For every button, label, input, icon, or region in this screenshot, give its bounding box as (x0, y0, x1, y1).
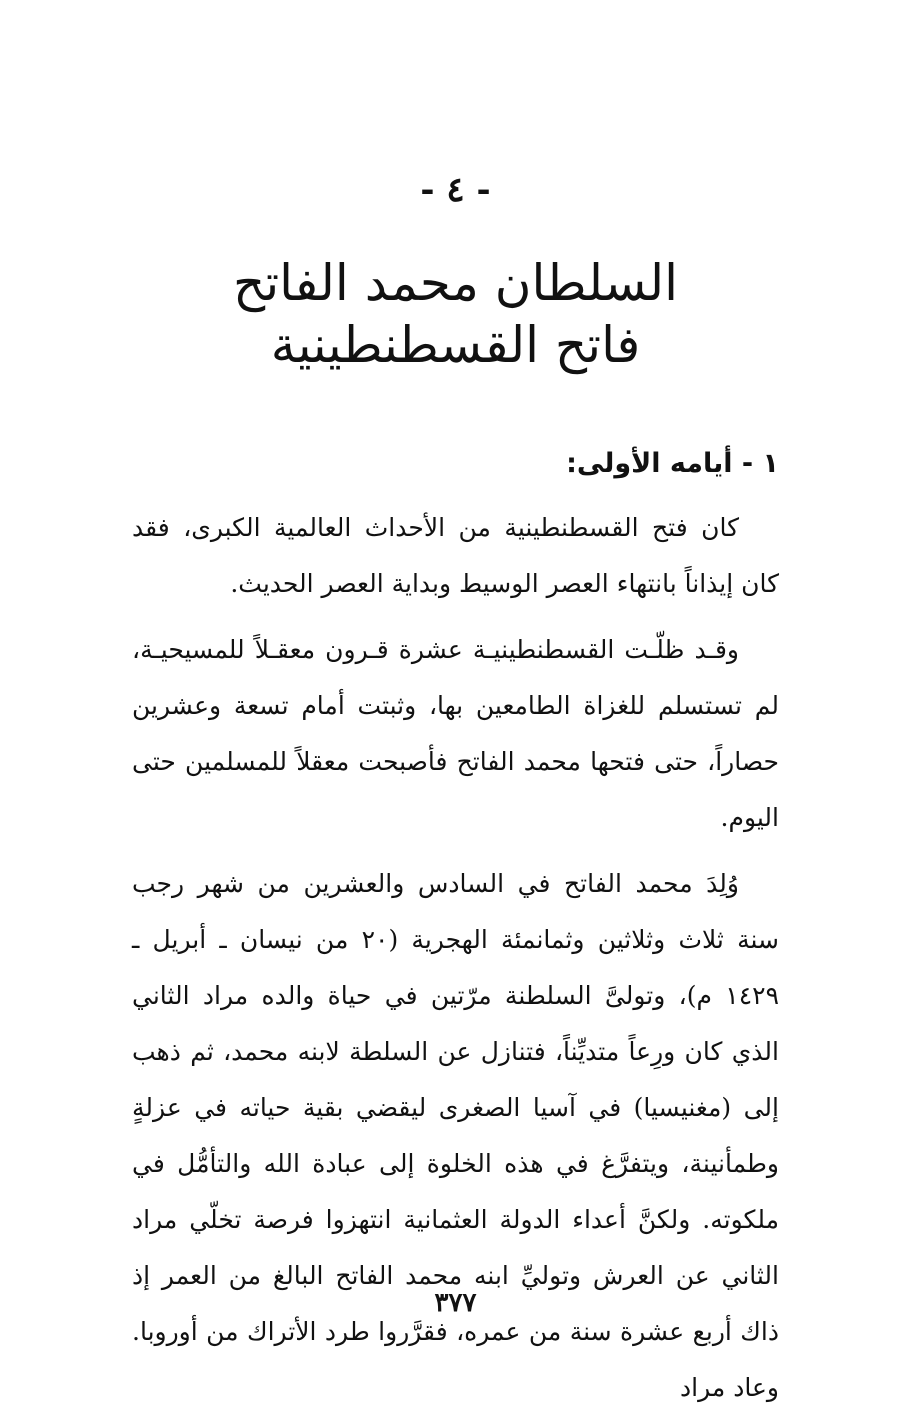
paragraph-3: وُلِدَ محمد الفاتح في السادس والعشرين من شهر رجب سنة ثلاث وثلاثين وثمانمئة الهجرية (٢٠ من نيسان ـ أبريل ـ ١٤٢٩ م)، وتولىَّ السلطنة مرّتين في حياة والده مراد الثاني الذي كان ورِعاً متديِّناً، فتنازل عن السلطة لابنه محمد، ثم ذهب إلى (مغنيسيا) في آسيا الصغرى ليقضي بقية حياته في عزلةٍ وطمأنينة، ويتفرَّغ في هذه الخلوة إلى عبادة الله والتأمُّل في ملكوته. ولكنَّ أعداء الدولة العثمانية انتهزوا فرصة تخلّي مراد الثاني عن العرش وتوليِّ ابنه محمد الفاتح البالغ من العمر إذ ذاك أربع عشرة سنة من عمره، فقرَّروا طرد الأتراك من أوروبا. وعاد مراد (132, 869, 779, 1402)
chapter-title-line-1: السلطان محمد الفاتح (232, 254, 679, 312)
page-number: ٣٧٧ (434, 1288, 477, 1318)
section-heading: ١ - أيامه الأولى: (566, 448, 779, 479)
paragraph-1: كان فتح القسطنطينية من الأحداث العالمية الكبرى، فقد كان إيذاناً بانتهاء العصر الوسيط وبداية العصر الحديث. (132, 513, 779, 598)
chapter-number: - ٤ - (420, 170, 491, 210)
paragraph-2: وقـد ظلّـت القسطنطينيـة عشرة قـرون معقـلاً للمسيحيـة، لم تستسلم للغزاة الطامعين بها، وثبتت أمام تسعة وعشرين حصاراً، حتى فتحها محمد الفاتح فأصبحت معقلاً للمسلمين حتى اليوم. (132, 635, 779, 832)
chapter-title (0, 252, 911, 376)
chapter-title-line-2: فاتح القسطنطينية (270, 316, 641, 374)
